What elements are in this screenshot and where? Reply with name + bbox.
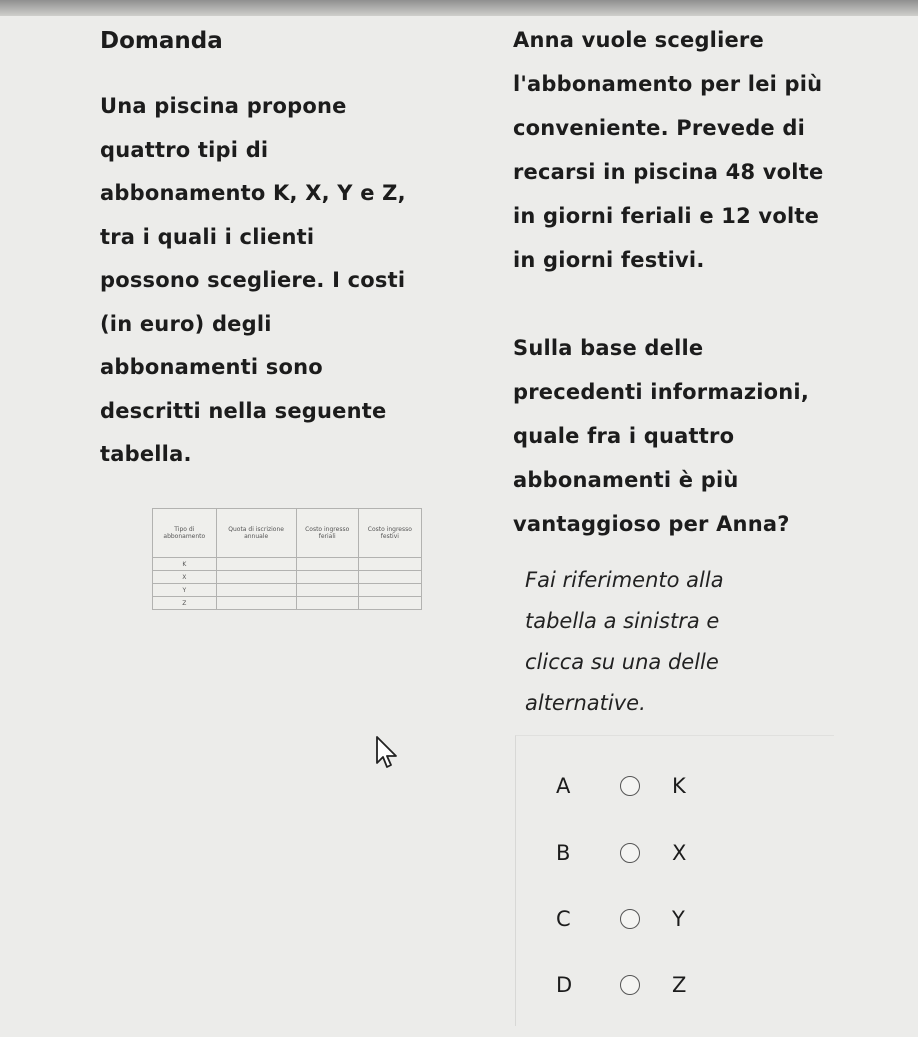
intro-line: Una piscina propone	[100, 94, 347, 118]
question-line: Anna vuole scegliere	[513, 28, 764, 52]
radio-button[interactable]	[620, 776, 640, 796]
intro-text	[100, 94, 490, 486]
question-spacer	[513, 292, 893, 336]
table-header-cell: Costo ingresso festivi	[358, 509, 421, 558]
question-line: vantaggioso per Anna?	[513, 512, 790, 536]
intro-line: tra i quali i clienti	[100, 224, 315, 249]
answer-options	[515, 735, 834, 1026]
question-line: precedenti informazioni,	[513, 380, 809, 404]
table-row	[153, 597, 422, 610]
question-text	[513, 28, 893, 556]
intro-line: (in euro) degli	[100, 311, 272, 336]
option-letter: B	[556, 841, 571, 865]
intro-line: abbonamenti sono	[100, 355, 323, 379]
top-edge	[0, 0, 918, 16]
table-cell	[216, 571, 296, 584]
option-d[interactable]	[516, 963, 834, 1013]
option-c[interactable]	[516, 897, 834, 947]
instruction-line: Fai riferimento alla	[525, 568, 724, 592]
table-cell	[296, 584, 358, 597]
intro-line: possono scegliere. I costi	[100, 268, 406, 292]
table-header-cell: Costo ingresso feriali	[296, 509, 358, 558]
instruction-line: tabella a sinistra e	[525, 609, 720, 633]
question-line: quale fra i quattro	[513, 424, 735, 448]
table-cell	[216, 584, 296, 597]
table-row	[153, 571, 422, 584]
radio-button[interactable]	[620, 843, 640, 863]
intro-line: tabella.	[100, 442, 192, 466]
table-cell: X	[153, 571, 217, 584]
table-cell	[358, 558, 421, 571]
mouse-pointer-icon	[374, 735, 400, 771]
table-cell: Y	[153, 584, 217, 597]
table-cell	[296, 571, 358, 584]
question-line: in giorni feriali e 12 volte	[513, 204, 820, 228]
question-line: conveniente. Prevede di	[513, 116, 806, 140]
question-line: in giorni festivi.	[513, 248, 705, 272]
question-line: l'abbonamento per lei più	[513, 72, 823, 96]
option-label: Z	[672, 973, 687, 997]
option-letter: D	[556, 973, 573, 997]
option-a[interactable]	[516, 764, 834, 814]
radio-button[interactable]	[620, 909, 640, 929]
question-line: abbonamenti è più	[513, 468, 739, 492]
table-cell	[216, 597, 296, 610]
table-row	[153, 558, 422, 571]
question-line: Sulla base delle	[513, 336, 704, 360]
table-header-row	[153, 509, 422, 558]
instruction-line: alternative.	[525, 691, 646, 715]
subscription-cost-table	[152, 508, 422, 610]
option-b[interactable]	[516, 831, 834, 881]
question-line: recarsi in piscina 48 volte	[513, 160, 824, 184]
table-cell: K	[153, 558, 217, 571]
radio-button[interactable]	[620, 975, 640, 995]
option-letter: C	[556, 907, 571, 931]
table-cell	[358, 597, 421, 610]
instruction-text	[525, 568, 885, 732]
table-row	[153, 584, 422, 597]
table-cell	[296, 597, 358, 610]
table-header-cell: Quota di iscrizione annuale	[216, 509, 296, 558]
table-cell	[216, 558, 296, 571]
option-letter: A	[556, 774, 571, 798]
option-label: Y	[672, 907, 685, 931]
option-label: X	[672, 841, 687, 865]
instruction-line: clicca su una delle	[525, 650, 719, 674]
intro-line: abbonamento K, X, Y e Z,	[100, 181, 406, 205]
table-header-cell: Tipo di abbonamento	[153, 509, 217, 558]
table-cell	[358, 571, 421, 584]
intro-line: quattro tipi di	[100, 137, 269, 162]
table-cell	[296, 558, 358, 571]
question-heading: Domanda	[100, 28, 223, 54]
option-label: K	[672, 774, 686, 798]
table-cell	[358, 584, 421, 597]
intro-line: descritti nella seguente	[100, 398, 387, 423]
table-cell: Z	[153, 597, 217, 610]
